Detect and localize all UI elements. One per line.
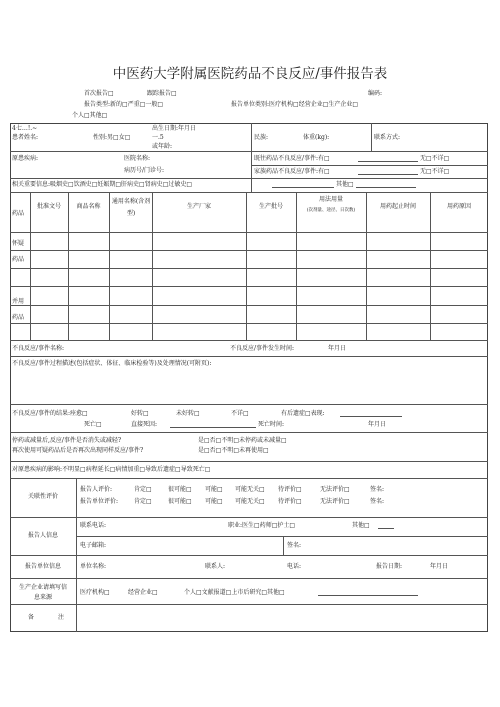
- unit-info-label: 报告单位信息: [24, 563, 61, 570]
- dechallenge-question: 停药或减量后,反应/事件是否消失或减轻?: [12, 437, 122, 444]
- unit-contact-field[interactable]: 联系人:: [205, 563, 226, 570]
- form-title: 中医药大学附属医院药品不良反应/事件报告表: [112, 66, 388, 82]
- producer-other-options[interactable]: 个人□文献报道□上市后研究□其他□: [184, 589, 285, 596]
- producer-label-top: 生产企业请填写信: [18, 584, 67, 591]
- dechallenge-answer[interactable]: 是□否□不明□未停药或未减量□: [198, 437, 287, 444]
- reporter-job-field[interactable]: 职业:医生□药师□护士□: [228, 522, 296, 529]
- unit-sign[interactable]: 签名:: [370, 498, 385, 505]
- suspect-drug-label-top: 怀疑: [12, 240, 25, 247]
- impact-field[interactable]: 对原患疾病的影响:不明显□病程延长□病情加重□导致后遗症□导致死亡□: [12, 466, 211, 473]
- code-label: 编码:: [368, 90, 383, 97]
- reporter-sign[interactable]: 签名:: [370, 486, 385, 493]
- past-adr-field[interactable]: 既往药品不良反应/事件:有□: [254, 155, 330, 162]
- unit-date-field[interactable]: 报告日期:: [376, 563, 403, 570]
- sex-field[interactable]: 性别:男□女□: [93, 134, 131, 141]
- eval-option-possible[interactable]: 可能□: [205, 486, 223, 493]
- reporter-eval-label: 报告人评价:: [80, 486, 113, 493]
- follow-report-checkbox[interactable]: 跟踪报告□: [147, 90, 177, 97]
- header-batch-no: 生产批号: [258, 203, 283, 210]
- header-approval-no: 批准文号: [36, 203, 61, 210]
- outcome-improved[interactable]: 好转□: [131, 410, 149, 417]
- ethnic-field[interactable]: 民族:: [254, 134, 269, 141]
- eval-option-definite[interactable]: 肯定□: [134, 486, 152, 493]
- related-info-field[interactable]: 相关重要信息:吸烟史□饮酒史□妊娠期□肝病史□肾病史□过敏史□: [12, 181, 193, 188]
- unit-eval-label: 报告单位评价:: [80, 498, 119, 505]
- remark-label-b: 注: [58, 614, 65, 621]
- outcome-unknown[interactable]: 不详□: [231, 410, 249, 417]
- weight-field[interactable]: 体重(kg):: [303, 134, 330, 141]
- reporter-job-other[interactable]: 其他□: [352, 522, 370, 529]
- unit-option-unlikely[interactable]: 可能无关□: [235, 498, 265, 505]
- unit-date-tail: 年月日: [430, 563, 449, 570]
- death-date: 年月日: [368, 421, 387, 428]
- suspect-drug-label-bottom: 药品: [12, 256, 25, 263]
- producer-medical-option[interactable]: 医疗机构□: [80, 589, 110, 596]
- remark-label-a: 备: [28, 614, 35, 621]
- past-adr-tail[interactable]: 无□不详□: [420, 155, 450, 162]
- family-adr-field[interactable]: 家族药品不良反应/事件:有□: [254, 168, 330, 175]
- reaction-date: 年月日: [328, 345, 347, 352]
- unit-option-probable[interactable]: 很可能□: [168, 498, 192, 505]
- patient-name-field[interactable]: 患者姓名:: [12, 134, 39, 141]
- report-type-field[interactable]: 报告类型:新的□严重□一般□: [84, 101, 164, 108]
- header-reason: 用药原因: [446, 203, 471, 210]
- reaction-time-field[interactable]: 不良反应/事件发生时间:: [230, 345, 295, 352]
- rechallenge-question: 再次使用可疑药品后是否再次出现同样反应/事件?: [12, 447, 144, 454]
- birth-dash: 一.5: [152, 134, 164, 141]
- producer-label-bottom: 息来源: [33, 594, 52, 601]
- age-field[interactable]: 或年龄:: [152, 143, 173, 150]
- reporter-unit-type-field[interactable]: 报告单位类别:医疗机构□经营企业□生产企业□: [231, 101, 359, 108]
- header-manufacturer: 生产厂家: [186, 203, 211, 210]
- reaction-process-field[interactable]: 不良反应/事件过程描述(包括症状、体征、临床检验等)及处理情况(可附页):: [12, 360, 212, 367]
- primary-disease-field[interactable]: 原患疾病:: [12, 155, 39, 162]
- eval-option-pending[interactable]: 待评价□: [278, 486, 302, 493]
- outcome-field[interactable]: 不良反应/事件的结果:痊愈□: [12, 410, 88, 417]
- header-usage: 用法用量: [318, 196, 343, 203]
- outcome-sequela[interactable]: 有后遗症□表现:: [281, 410, 325, 417]
- header-usage-sub: (次剂量、途径、日次数): [306, 208, 356, 213]
- reporter-info-label: 报告人信息: [27, 532, 58, 539]
- rechallenge-answer[interactable]: 是□否□不明□未再使用□: [198, 447, 269, 454]
- eval-option-unlikely[interactable]: 可能无关□: [235, 486, 265, 493]
- eval-option-probable[interactable]: 很可能□: [168, 486, 192, 493]
- reporter-phone-field[interactable]: 联系电话:: [80, 522, 107, 529]
- producer-business-option[interactable]: 经营企业□: [128, 589, 158, 596]
- unit-option-possible[interactable]: 可能□: [205, 498, 223, 505]
- unit-phone-field[interactable]: 电话:: [287, 563, 302, 570]
- direct-cause-field[interactable]: 直接死因:: [131, 421, 158, 428]
- reporter-email-field[interactable]: 电子邮箱:: [80, 542, 107, 549]
- death-time-field[interactable]: 死亡时间:: [258, 421, 285, 428]
- related-other-field[interactable]: 其他□: [336, 181, 354, 188]
- contact-field[interactable]: 联系方式:: [374, 134, 401, 141]
- birth-date-field[interactable]: 出生日期:年月日: [152, 125, 197, 132]
- family-adr-tail[interactable]: 无□不详□: [420, 168, 450, 175]
- reporter-sign-field[interactable]: 签名:: [287, 542, 302, 549]
- header-usage-period: 用药起止时间: [379, 203, 416, 210]
- unit-option-definite[interactable]: 肯定□: [134, 498, 152, 505]
- header-trade-name: 商品名称: [76, 203, 101, 210]
- concomitant-drug-label-top: 并用: [12, 298, 25, 305]
- concomitant-drug-label-bottom: 药品: [12, 314, 25, 321]
- patient-marks: 4七…!.~: [12, 125, 38, 132]
- first-report-checkbox[interactable]: 首次报告□: [84, 90, 114, 97]
- hospital-field[interactable]: 医院名称:: [124, 155, 151, 162]
- outcome-not-improved[interactable]: 未好转□: [176, 410, 200, 417]
- header-generic-name: 通用名称(含剂型): [111, 198, 151, 217]
- eval-option-unassessable[interactable]: 无法评价□: [320, 486, 350, 493]
- record-no-field[interactable]: 病历号/门诊号:: [124, 167, 165, 174]
- outcome-death[interactable]: 死亡□: [84, 421, 102, 428]
- unit-option-pending[interactable]: 待评价□: [278, 498, 302, 505]
- personal-other-field[interactable]: 个人□其他□: [72, 112, 108, 119]
- eval-label: 关联性评价: [27, 493, 58, 500]
- reaction-name-field[interactable]: 不良反应/事件名称:: [12, 345, 65, 352]
- unit-option-unassessable[interactable]: 无法评价□: [320, 498, 350, 505]
- drug-row-label: 药品: [12, 210, 25, 217]
- unit-name-field[interactable]: 单位名称:: [80, 563, 107, 570]
